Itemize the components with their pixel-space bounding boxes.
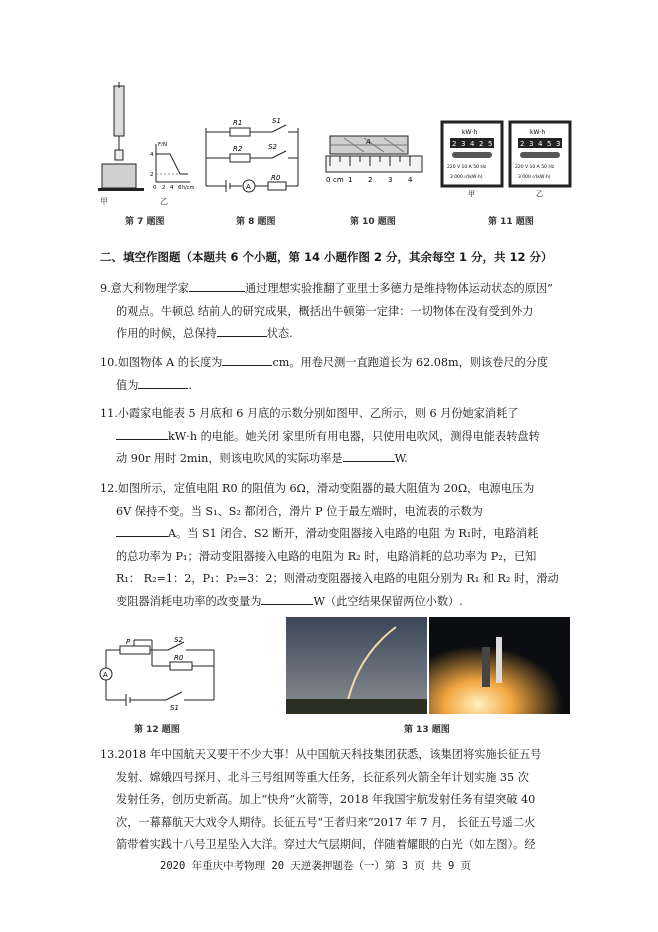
q11-blank-1[interactable] [116,429,168,440]
q9-text: 状态. [266,327,293,340]
q10-text: . [188,378,192,392]
svg-text:2: 2 [452,140,457,148]
meter-right-spec1: 220 V 10 A 50 Hz [515,165,555,170]
figure-10 [324,132,424,192]
q12-text: A。当 S1 闭合、S2 断开，滑动变阻器接入电路的电阻 为 R₁时，电路消耗 [168,527,539,540]
q12-text: R₁： R₂=1：2，P₁：P₂=3：2；则滑动变阻器接入电路的电阻分别为 R₁ 和 R₂ 时，滑动 [116,572,559,585]
svg-text:2: 2 [479,140,484,148]
q9-text: 作用的时候，总保持 [116,327,217,340]
fig10-tick: 1 [348,176,353,184]
q10-text: 10.如图物体 A 的长度为 [100,356,223,369]
fig7-graph-tick: 4 [170,185,174,191]
q11-text: 动 90r 用时 2min，则该电吹风的实际功率是 [116,452,343,465]
fig7-graph-tick: 6 [178,185,182,191]
fig8-label-r1: R1 [233,119,243,127]
svg-text:4: 4 [470,140,475,148]
meter-right-unit: kW·h [530,129,546,136]
fig7-graph-tick: 4 [150,152,154,158]
fig8-caption: 第 8 题图 [236,217,276,227]
fig12-label-a: A [103,671,108,679]
q10-blank-1[interactable] [222,355,272,366]
fig10-tick: 4 [408,176,413,184]
fig7-graph-xlabel: h/cm [182,185,194,191]
fig8-label-a: A [246,183,251,191]
q12-blank-1[interactable] [116,526,168,537]
fig10-label-a: A [366,138,371,146]
section-heading: 二、填空作图题（本题共 6 个小题，第 14 小题作图 2 分，其余每空 1 分，共 12 分） [100,250,553,264]
q12-text: 的总功率为 P₁；滑动变阻器接入电路的电阻为 R₂ 时，电路消耗的总功率为 P₂，已知 [116,549,537,563]
svg-text:3: 3 [556,140,561,148]
figure-12 [96,634,218,712]
q9-text: 通过理想实验推翻了亚里士多德力是维持物体运动状态的原因” [245,282,553,295]
fig11-caption: 第 11 题图 [488,217,534,227]
fig12-label-r0: R0 [174,654,184,662]
q9-blank-2[interactable] [217,326,267,337]
fig12-caption: 第 12 题图 [134,725,180,735]
question-11 [100,403,575,471]
fig7-graph-tick: 2 [162,185,166,191]
fig12-label-s2: S2 [174,636,183,644]
figure-13 [286,617,570,714]
fig7-graph-tick: 2 [150,172,154,178]
fig12-label-p: P [126,638,131,646]
fig7-sublabel-jia: 甲 [100,197,108,206]
q12-text: 变阻器消耗电功率的改变量为 [116,594,262,608]
fig12-label-s1: S1 [170,704,179,712]
fig7-sublabel-yi: 乙 [160,197,168,206]
svg-text:5: 5 [488,140,493,148]
q11-text: W. [394,452,408,465]
q12-text: W（此空结果保留两位小数）. [313,594,463,608]
q12-text: 12.如图所示，定值电阻 R0 的阻值为 6Ω，滑动变阻器的最大阻值为 20Ω，电源电压为 [100,482,535,495]
fig13-caption: 第 13 题图 [404,725,450,735]
fig10-tick: 2 [368,176,373,184]
svg-text:3: 3 [529,140,534,148]
q13-text: 次，一幕幕航天大戏令人期待。长征五号“王者归来”2017 年 7 月， 长征五号遥二火 [116,815,536,829]
q10-blank-2[interactable] [138,378,188,389]
q10-text: 值为 [116,378,139,392]
meter-right-digits [518,138,562,148]
svg-text:2: 2 [520,140,525,148]
figure-8 [202,118,302,198]
q10-text: cm。用卷尺测一直跑道长为 62.08m，则该卷尺的分度 [272,356,549,369]
fig10-tick: cm [333,176,344,184]
question-12 [100,478,575,613]
svg-text:3: 3 [461,140,466,148]
page-footer: 2020 年重庆中考物理 20 天逆袭押题卷（一）第 3 页 共 9 页 [160,860,472,872]
fig10-caption: 第 10 题图 [350,217,396,227]
fig7-caption: 第 7 题图 [125,217,165,227]
fig10-tick: 3 [388,176,393,184]
q9-text: 9.意大利物理学家 [100,282,189,295]
meter-left-unit: kW·h [462,129,478,136]
svg-text:5: 5 [547,140,552,148]
question-9 [100,278,575,346]
q9-blank-1[interactable] [189,281,245,292]
meter-left-digits [450,138,494,148]
q11-text: 11.小霞家电能表 5 月底和 6 月底的示数分别如图甲、乙所示，则 6 月份她家消耗了 [100,407,519,420]
q9-text: 的观点。牛顿总 结前人的研究成果，概括出牛顿第一定律：一切物体在没有受到外力 [116,304,534,318]
meter-right-label: 乙 [536,190,543,198]
figure-11 [440,120,572,198]
meter-left-label: 甲 [468,190,475,198]
q11-blank-2[interactable] [343,451,395,462]
fig7-graph-tick: 0 [153,185,157,191]
svg-text:4: 4 [538,140,543,148]
q12-text: 6V 保持不变。当 S₁、S₂ 都闭合，滑片 P 位于最左端时，电流表的示数为 [116,504,483,518]
question-13 [100,744,575,857]
meter-right-spec2: 3 000 r/(kW·h) [518,175,551,180]
q13-text: 箭带着实践十八号卫星坠入大洋。穿过大气层期间，伴随着耀眼的白光（如左图）。经 [116,838,536,851]
q13-text: 13.2018 年中国航天又要干不少大事！从中国航天科技集团获悉，该集团将实施长征五号 [100,748,542,761]
fig10-tick: 0 [326,176,331,184]
meter-left-spec2: 3 000 r/(kW·h) [450,175,483,180]
fig8-label-r2: R2 [233,145,243,153]
question-10 [100,352,575,397]
q11-text: kW·h 的电能。她关闭 家里所有用电器，只使用电吹风，测得电能表转盘转 [168,429,540,443]
figure-7 [98,82,194,194]
fig8-label-s2: S2 [268,143,277,151]
meter-left-spec1: 220 V 10 A 50 Hz [447,165,487,170]
q13-text: 发射、嫦娥四号探月、北斗三号组网等重大任务，长征系列火箭全年计划实施 35 次 [116,770,529,784]
q12-blank-2[interactable] [261,594,313,605]
q13-text: 发射任务，创历史新高。加上“快舟”火箭等，2018 年我国宇航发射任务有望突破 40 [116,793,536,806]
fig8-label-s1: S1 [272,118,281,125]
fig7-graph-ylabel: F/N [158,142,168,148]
fig8-label-r0: R0 [271,174,281,182]
